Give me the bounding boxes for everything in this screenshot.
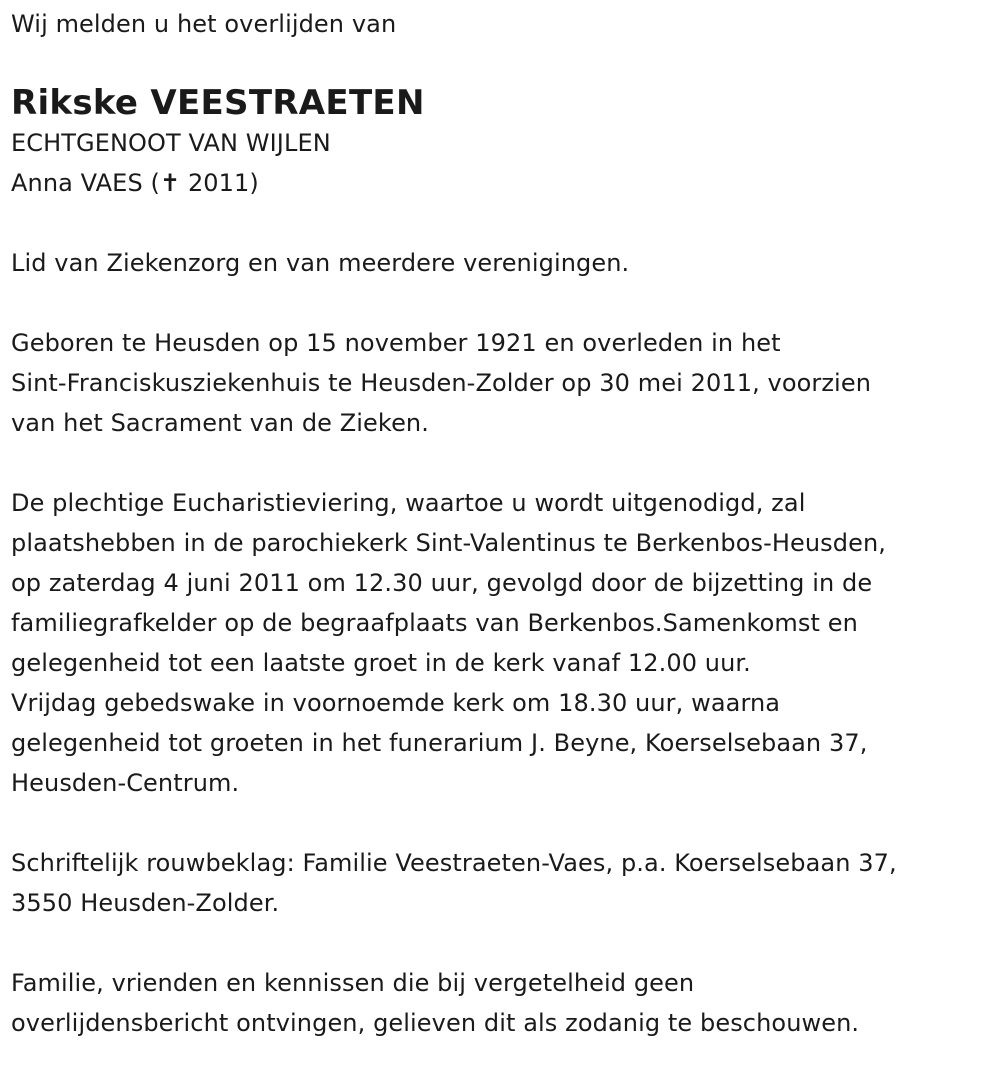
ceremony-line: familiegrafkelder op de begraafplaats van Berkenbos.Samenkomst en <box>11 609 858 637</box>
ceremony-paragraph <box>11 483 991 803</box>
ceremony-line: gelegenheid tot een laatste groet in de kerk vanaf 12.00 uur. <box>11 649 751 677</box>
cross-icon: ✝ <box>159 169 181 197</box>
spouse-line: Anna VAES (✝ 2011) <box>11 169 259 197</box>
closing-paragraph <box>11 963 991 1043</box>
ceremony-line: gelegenheid tot groeten in het funerarium J. Beyne, Koerselsebaan 37, <box>11 729 868 757</box>
deceased-name: Rikske VEESTRAETEN <box>11 83 425 123</box>
closing-line: overlijdensbericht ontvingen, gelieven dit als zodanig te beschouwen. <box>11 1009 860 1037</box>
birth-line: van het Sacrament van de Zieken. <box>11 409 429 437</box>
ceremony-line: De plechtige Eucharistieviering, waartoe u wordt uitgenodigd, zal <box>11 489 806 517</box>
spouse-name: Anna VAES <box>11 169 143 197</box>
intro-text: Wij melden u het overlijden van <box>11 10 397 38</box>
condolence-paragraph <box>11 843 991 923</box>
ceremony-line: Vrijdag gebedswake in voornoemde kerk om 18.30 uur, waarna <box>11 689 781 717</box>
closing-line: Familie, vrienden en kennissen die bij vergetelheid geen <box>11 969 695 997</box>
spouse-label: ECHTGENOOT VAN WIJLEN <box>11 129 331 157</box>
obituary-notice <box>11 4 991 1043</box>
ceremony-line: Heusden-Centrum. <box>11 769 240 797</box>
birth-line: Geboren te Heusden op 15 november 1921 en overleden in het <box>11 329 781 357</box>
condolence-line: 3550 Heusden-Zolder. <box>11 889 280 917</box>
spouse-death-year: 2011 <box>187 169 250 197</box>
membership-text: Lid van Ziekenzorg en van meerdere verenigingen. <box>11 249 630 277</box>
ceremony-line: plaatshebben in de parochiekerk Sint-Valentinus te Berkenbos-Heusden, <box>11 529 887 557</box>
ceremony-line: op zaterdag 4 juni 2011 om 12.30 uur, gevolgd door de bijzetting in de <box>11 569 873 597</box>
birth-paragraph <box>11 323 991 443</box>
condolence-line: Schriftelijk rouwbeklag: Familie Veestraeten-Vaes, p.a. Koerselsebaan 37, <box>11 849 897 877</box>
birth-line: Sint-Franciskusziekenhuis te Heusden-Zolder op 30 mei 2011, voorzien <box>11 369 872 397</box>
